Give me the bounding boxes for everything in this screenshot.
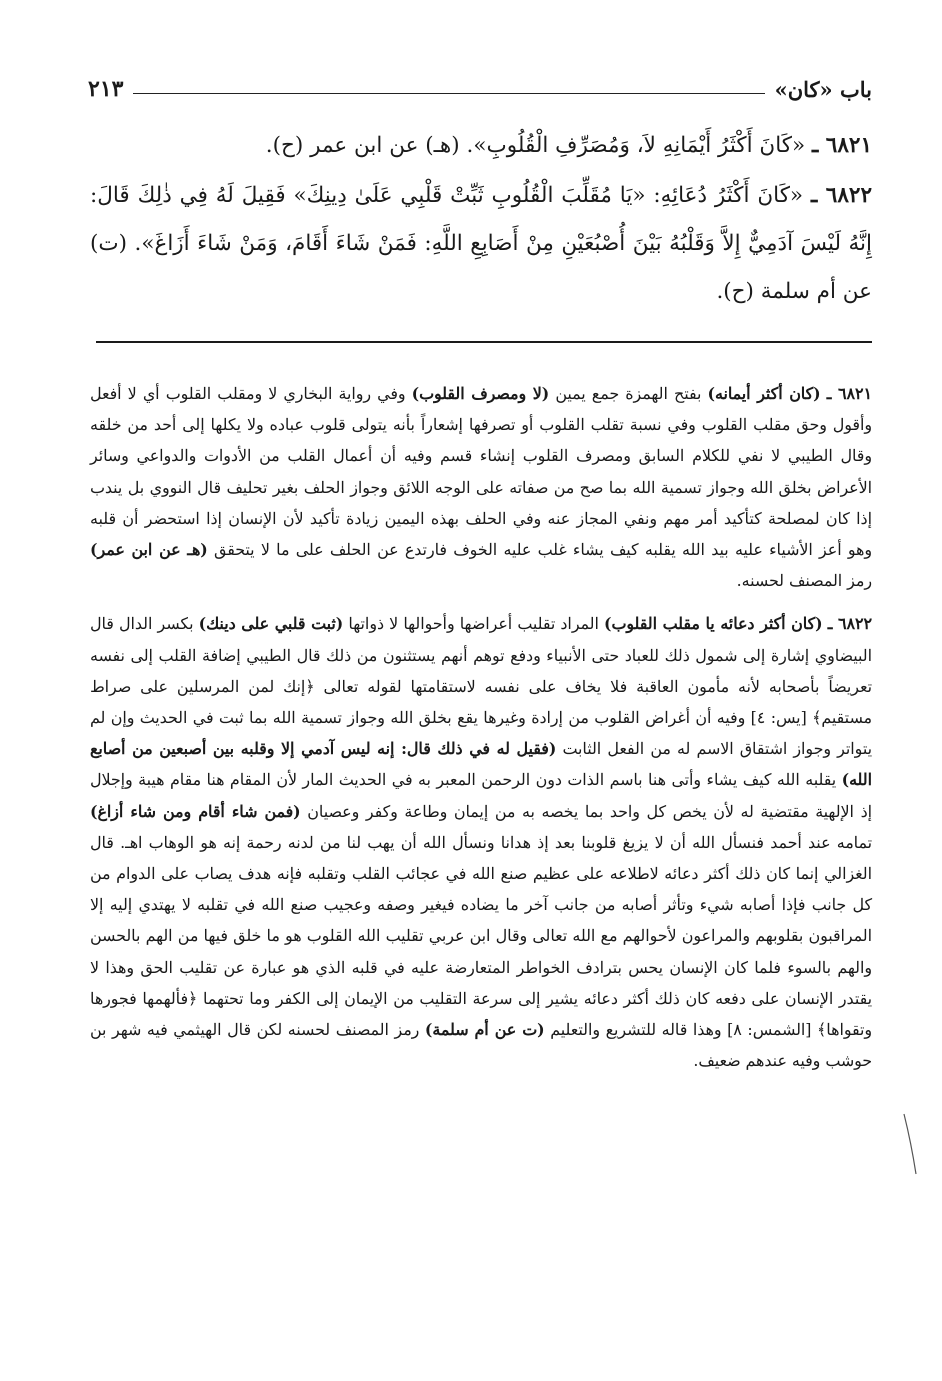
chapter-title: باب «كان»	[774, 77, 872, 102]
hadith-6822	[90, 172, 872, 316]
commentary-segment: بفتح الهمزة جمع يمين	[549, 384, 708, 403]
commentary-segment: (كان أكثر أيمانه)	[707, 384, 821, 403]
hadith-number: ٦٨٢١ ـ	[812, 133, 872, 158]
commentary-segment: وفي رواية البخاري لا ومقلب القلوب أي لا أفعل وأقول وحق مقلب القلوب وفي نسبة تقلب القلوب أو تصرفها إشعاراً بأنه يتولى قلوب عباده ولا يكلها إلى أحد من خلقه وقال الطيبي لا نفي للكلام السابق ومصرف القلوب إنشاء قسم وفيه أن أعمال القلب من الأدوات والدواعي وسائر الأعراض بخلق الله وجواز تسمية الله بما صح من صفاته على الوجه اللائق وجواز الحلف بغير تحليف قال النووي بل يندب إذا كان لمصلحة كتأكيد أمر مهم ونفي المجاز عنه وفي الحلف بهذه اليمين زيادة تأكيد لأن الإنسان إذا استحضر أن قلبه وهو أعز الأشياء عليه بيد الله يقلبه كيف يشاء غلب عليه الخوف فارتدع عن الحلف على ما لا يتحقق	[90, 384, 872, 560]
section-divider	[96, 341, 872, 343]
commentary-6822	[90, 608, 872, 1076]
hadith-text: «كَانَ أَكْثَرُ أَيْمَانِهِ لاَ، وَمُصَرِّفِ الْقُلُوبِ». (هـ) عن ابن عمر (ح).	[265, 133, 806, 158]
commentary-segment: (ت عن أم سلمة)	[424, 1020, 545, 1040]
hadith-6821	[90, 122, 872, 170]
hadith-number: ٦٨٢٢ ـ	[810, 183, 872, 208]
commentary-segment: (فقيل له في ذلك قال: إنه ليس آدمي إلا وقلبه بين أصبعين من أصابع الله)	[90, 739, 872, 790]
hadith-section	[90, 122, 872, 318]
commentary-number: ٦٨٢٢ ـ	[827, 614, 872, 634]
commentary-segment: رمز المصنف لحسنه.	[736, 571, 872, 591]
hadith-text: «كَانَ أَكْثَرُ دُعَائِهِ: «يَا مُقَلِّبَ الْقُلُوبِ ثَبِّتْ قَلْبِي عَلَىٰ دِينِكَ» فَقِيلَ لَهُ فِي ذٰلِكَ قَالَ: إِنَّهُ لَيْسَ آدَمِيٌّ إِلاَّ وَقَلْبُهُ بَيْنَ أُصْبُعَيْنِ مِنْ أَصَابِعِ اللَّهِ: فَمَنْ شَاءَ أَقَامَ، وَمَنْ شَاءَ أَزَاغَ». (ت) عن أم سلمة (ح).	[90, 183, 872, 304]
commentary-section	[90, 378, 872, 1088]
commentary-segment: رمز المصنف لحسنه لكن قال الهيثمي فيه شهر بن حوشب وفيه عندهم ضعيف.	[90, 1020, 872, 1071]
header-rule	[133, 93, 764, 94]
margin-pencil-mark	[902, 1112, 918, 1176]
commentary-6821	[90, 378, 872, 596]
commentary-segment: بكسر الدال قال البيضاوي إشارة إلى شمول ذلك للعباد حتى الأنبياء ودفع توهم أنهم يستثنون من ذلك قال الطيبي إضافة القلب إلى نفسه تعريضاً بأصحابه لأنه مأمون العاقبة فلا يخاف على نفسه لاستقامتها لقوله تعالى ﴿إنك لمن المرسلين على صراط مستقيم﴾ [يس: ٤] وفيه أن أغراض القلوب من إرادة وغيرها يقع بخلق الله وجواز تسمية الله بما ثبت في الحديث وإن لم يتواتر وجواز اشتقاق الاسم له من الفعل الثابت	[90, 614, 872, 759]
page-header	[88, 62, 872, 102]
commentary-segment: (هـ عن ابن عمر)	[90, 540, 208, 560]
page-number: ٢١٣	[88, 76, 124, 102]
commentary-segment: المراد تقليب أعراضها وأحوالها لا ذواتها	[343, 614, 605, 634]
commentary-segment: (فمن شاء أقام ومن شاء أزاغ)	[90, 801, 301, 821]
commentary-segment: (كان أكثر دعائه يا مقلب القلوب)	[604, 614, 823, 634]
commentary-segment: (لا ومصرف القلوب)	[411, 384, 550, 403]
commentary-segment: يقلبه الله كيف يشاء وأتى هنا باسم الذات دون الرحمن المعبر به في الحديث المار لأن المقام هنا مقام هيبة وإجلال إذ الإلهية مقتضية له لأن يخص كل واحد بما يخصه به من إيمان وطاعة وكفر وعصيان	[90, 770, 872, 821]
commentary-segment: (ثبت قلبي على دينك)	[198, 614, 344, 634]
commentary-segment: تمامه عند أحمد فنسأل الله أن لا يزيغ قلوبنا بعد إذ هدانا ونسأل الله أن يهب لنا من لدنه رحمة إنه هو الوهاب اهـ. قال الغزالي إنما كان ذلك أكثر دعائه لاطلاعه على عظيم صنع الله في عجائب القلب وتقلبه فإنه هدف يصاب على الدوام من كل جانب فإذا أصابه شيء وتأثر أصابه من جانب آخر ما يضاده فيغير وصفه وعجيب صنع الله في تقلبه لا يهتدي إليه إلا المراقبون بقلوبهم والمراعون لأحوالهم مع الله تعالى وقال ابن عربي تقليب الله القلوب هو ما خلق فيها من الهم بالحسن والهم بالسوء فلما كان الإنسان يحس بترادف الخواطر المتعارضة عليه في قلبه الذي هو عبارة عن تقليب الحق وهذا لا يقتدر الإنسان على دفعه كان ذلك أكثر دعائه يشير إلى سرعة التقليب من الإيمان إلى الكفر وما تحتهما ﴿فألهمها فجورها وتقواها﴾ [الشمس: ٨] وهذا قاله للتشريع والتعليم	[90, 832, 873, 1040]
commentary-number: ٦٨٢١ ـ	[826, 384, 872, 403]
